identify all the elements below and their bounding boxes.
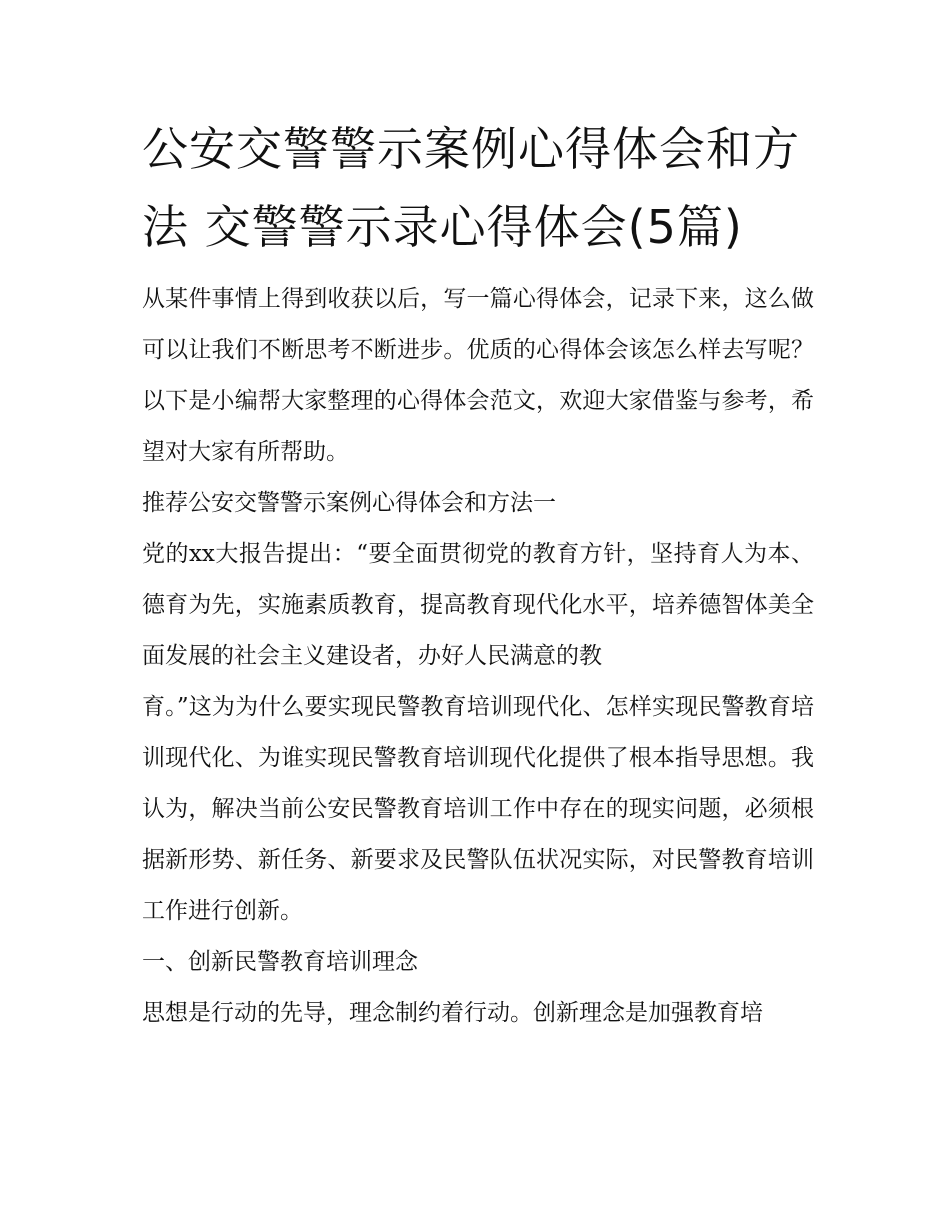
paragraph-1-second-part: 育。”这为为什么要实现民警教育培训现代化、怎样实现民警教育培训现代化、为谁实现民警教育培训现代化提供了根本指导思想。我认为，解决当前公安民警教育培训工作中存在的现实问题，必须根据新形势、新任务、新要求及民警队伍状况实际，对民警教育培训工作进行创新。 <box>142 694 814 924</box>
intro-paragraph: 从某件事情上得到收获以后，写一篇心得体会，记录下来，这么做可以让我们不断思考不断进步。优质的心得体会该怎么样去写呢？以下是小编帮大家整理的心得体会范文，欢迎大家借鉴与参考，希望对大家有所帮助。 <box>142 286 814 465</box>
document-title: 公安交警警示案例心得体会和方法 交警警示录心得体会(5篇) <box>142 122 800 254</box>
subheading-1: 一、创新民警教育培训理念 <box>142 949 418 975</box>
paragraph-1-first-part: 党的xx大报告提出：“要全面贯彻党的教育方针，坚持育人为本、德育为先，实施素质教育，提高教育现代化水平，培养德智体美全面发展的社会主义建设者，办好人民满意的教 <box>142 541 814 669</box>
section-heading: 推荐公安交警警示案例心得体会和方法一 <box>142 490 556 516</box>
paragraph-2: 思想是行动的先导，理念制约着行动。创新理念是加强教育培 <box>142 1000 763 1026</box>
document-page <box>142 110 814 1039</box>
